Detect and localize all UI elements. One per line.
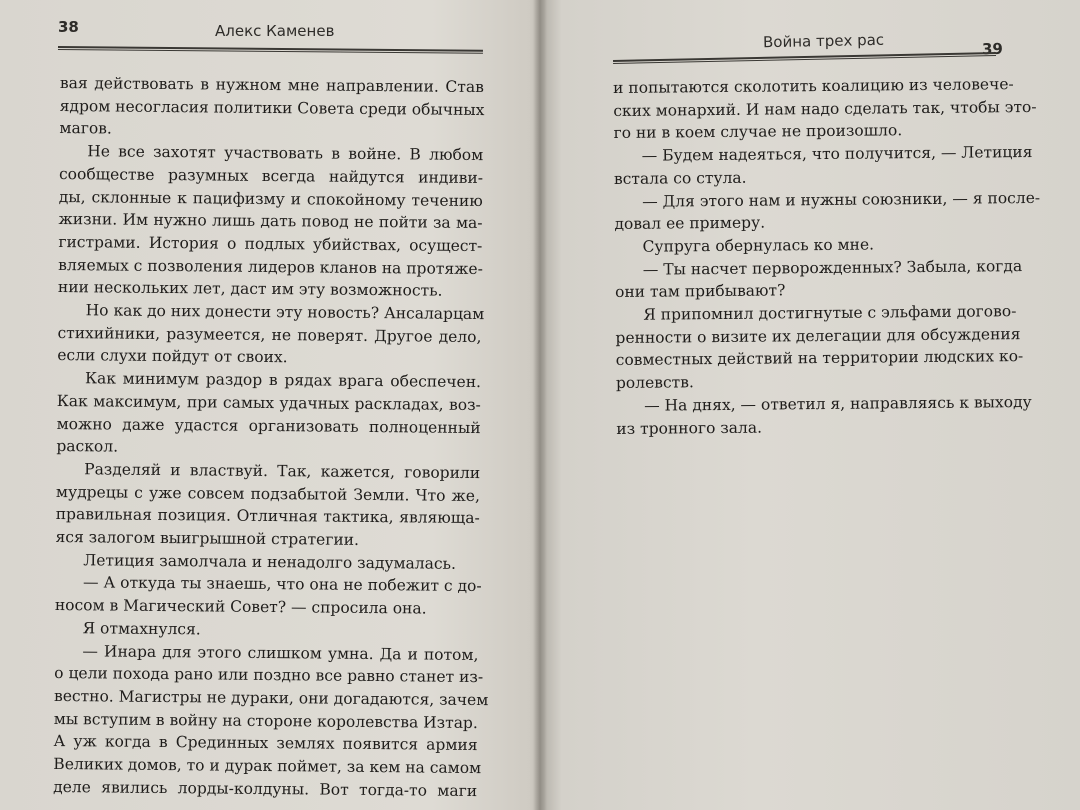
left-header-rule [58, 46, 483, 54]
left-text-line: А уж когда в Срединных землях появится армия [53, 732, 478, 755]
right-text-line: ских монархий. И нам надо сделать так, чтобы это- [613, 97, 1037, 120]
right-text-line: они там прибывают? [614, 281, 786, 302]
left-text-line: Но как до них донести эту новость? Ансаларцам [85, 301, 485, 324]
left-text-line: мудрецы с уже совсем подзабытой Земли. Что же, [55, 482, 481, 505]
left-text-line: правильная позиция. Отличная тактика, являюща- [55, 505, 480, 528]
right-page [545, 0, 1080, 810]
right-header-rule [613, 52, 996, 64]
left-text-line: нии нескольких лет, даст им эту возможность. [57, 278, 443, 301]
right-text-line: встала со стула. [613, 168, 747, 188]
right-text-line: из тронного зала. [616, 418, 763, 438]
right-text-line: — Для этого нам и нужны союзники, — я после- [642, 188, 1041, 211]
right-running-head: Война трех рас [762, 30, 885, 52]
right-text-line: — Ты насчет перворожденных? Забыла, когда [642, 256, 1023, 279]
right-text-line: совместных действий на территории людских ко- [615, 347, 1024, 370]
left-text-line: Летиция замолчала и ненадолго задумалась. [83, 551, 457, 573]
left-text-line: вляемых с позволения лидеров кланов на протяже- [58, 255, 483, 278]
left-text-line: — Инара для этого слишком умна. Да и потом, [82, 641, 479, 664]
left-text-line: Как минимум раздор в рядах врага обеспечен. [84, 369, 482, 392]
left-text-line: Великих домов, то и дурак поймет, за кем на самом [53, 755, 482, 778]
left-text-line: Разделяй и властвуй. Так, кажется, говорили [84, 460, 481, 483]
left-text-line: вая действовать в нужном мне направлении. Став [59, 73, 484, 97]
left-text-line: носом в Магический Совет? — спросила она. [54, 596, 427, 618]
left-text-line: Я отмахнулся. [82, 619, 201, 639]
left-text-line: жизни. Им нужно лишь дать повод не пойти за ма- [58, 210, 483, 233]
right-text-line: Я припомнил достигнутые с эльфами догово- [643, 302, 1017, 324]
left-text-line: гистрами. История о подлых убийствах, осущест- [58, 232, 483, 255]
left-text-line: ядром несогласия политики Совета среди обычных [59, 96, 485, 119]
left-text-line: если слухи пойдут от своих. [57, 346, 288, 367]
left-text-line: о цели похода рано или поздно все равно станет из- [54, 664, 484, 687]
left-text-line: стихийники, разумеется, не поверят. Другое дело, [57, 323, 482, 346]
left-text-line: раскол. [56, 437, 119, 456]
right-text-line: го ни в коем случае не произошло. [613, 121, 903, 143]
left-text-line: Не все захотят участвовать в войне. В любом [87, 142, 484, 165]
left-page-number: 38 [58, 18, 79, 36]
left-text-line: яся залогом выигрышной стратегии. [55, 528, 360, 549]
right-text-line: ренности о визите их делегации для обсуждения [615, 324, 1021, 347]
right-page-number: 39 [981, 39, 1004, 59]
left-body-text [53, 72, 489, 803]
right-text-line: — На днях, — ответил я, направляясь к выходу [644, 392, 1032, 415]
right-text-line: довал ее примеру. [614, 213, 766, 234]
right-text-line: Супруга обернулась ко мне. [642, 235, 875, 256]
left-text-line: сообществе разумных всегда найдутся индиви- [58, 164, 484, 187]
left-text-line: — А откуда ты знаешь, что она не побежит с до- [83, 573, 482, 596]
left-text-line: вестно. Магистры не дураки, они догадаются, зачем [53, 686, 489, 710]
right-text-line: — Будем надеяться, что получится, — Летиция [641, 143, 1033, 165]
left-text-line: ды, склонные к пацифизму и спокойному течению [58, 187, 483, 210]
right-body-text [613, 73, 1041, 440]
left-text-line: деле явились лорды-колдуны. Вот тогда-то маги [53, 777, 478, 800]
left-running-head: Алекс Каменев [215, 22, 335, 40]
left-text-line: Как максимум, при самых удачных раскладах, воз- [56, 391, 481, 414]
right-text-line: и попытаются сколотить коалицию из человече- [613, 75, 1014, 97]
left-text-line: магов. [59, 119, 112, 138]
left-text-line: можно даже удастся организовать полноценный [56, 414, 481, 437]
right-text-line: ролевств. [615, 373, 694, 393]
left-text-line: мы вступим в войну на стороне королевства Изтар. [53, 709, 478, 732]
